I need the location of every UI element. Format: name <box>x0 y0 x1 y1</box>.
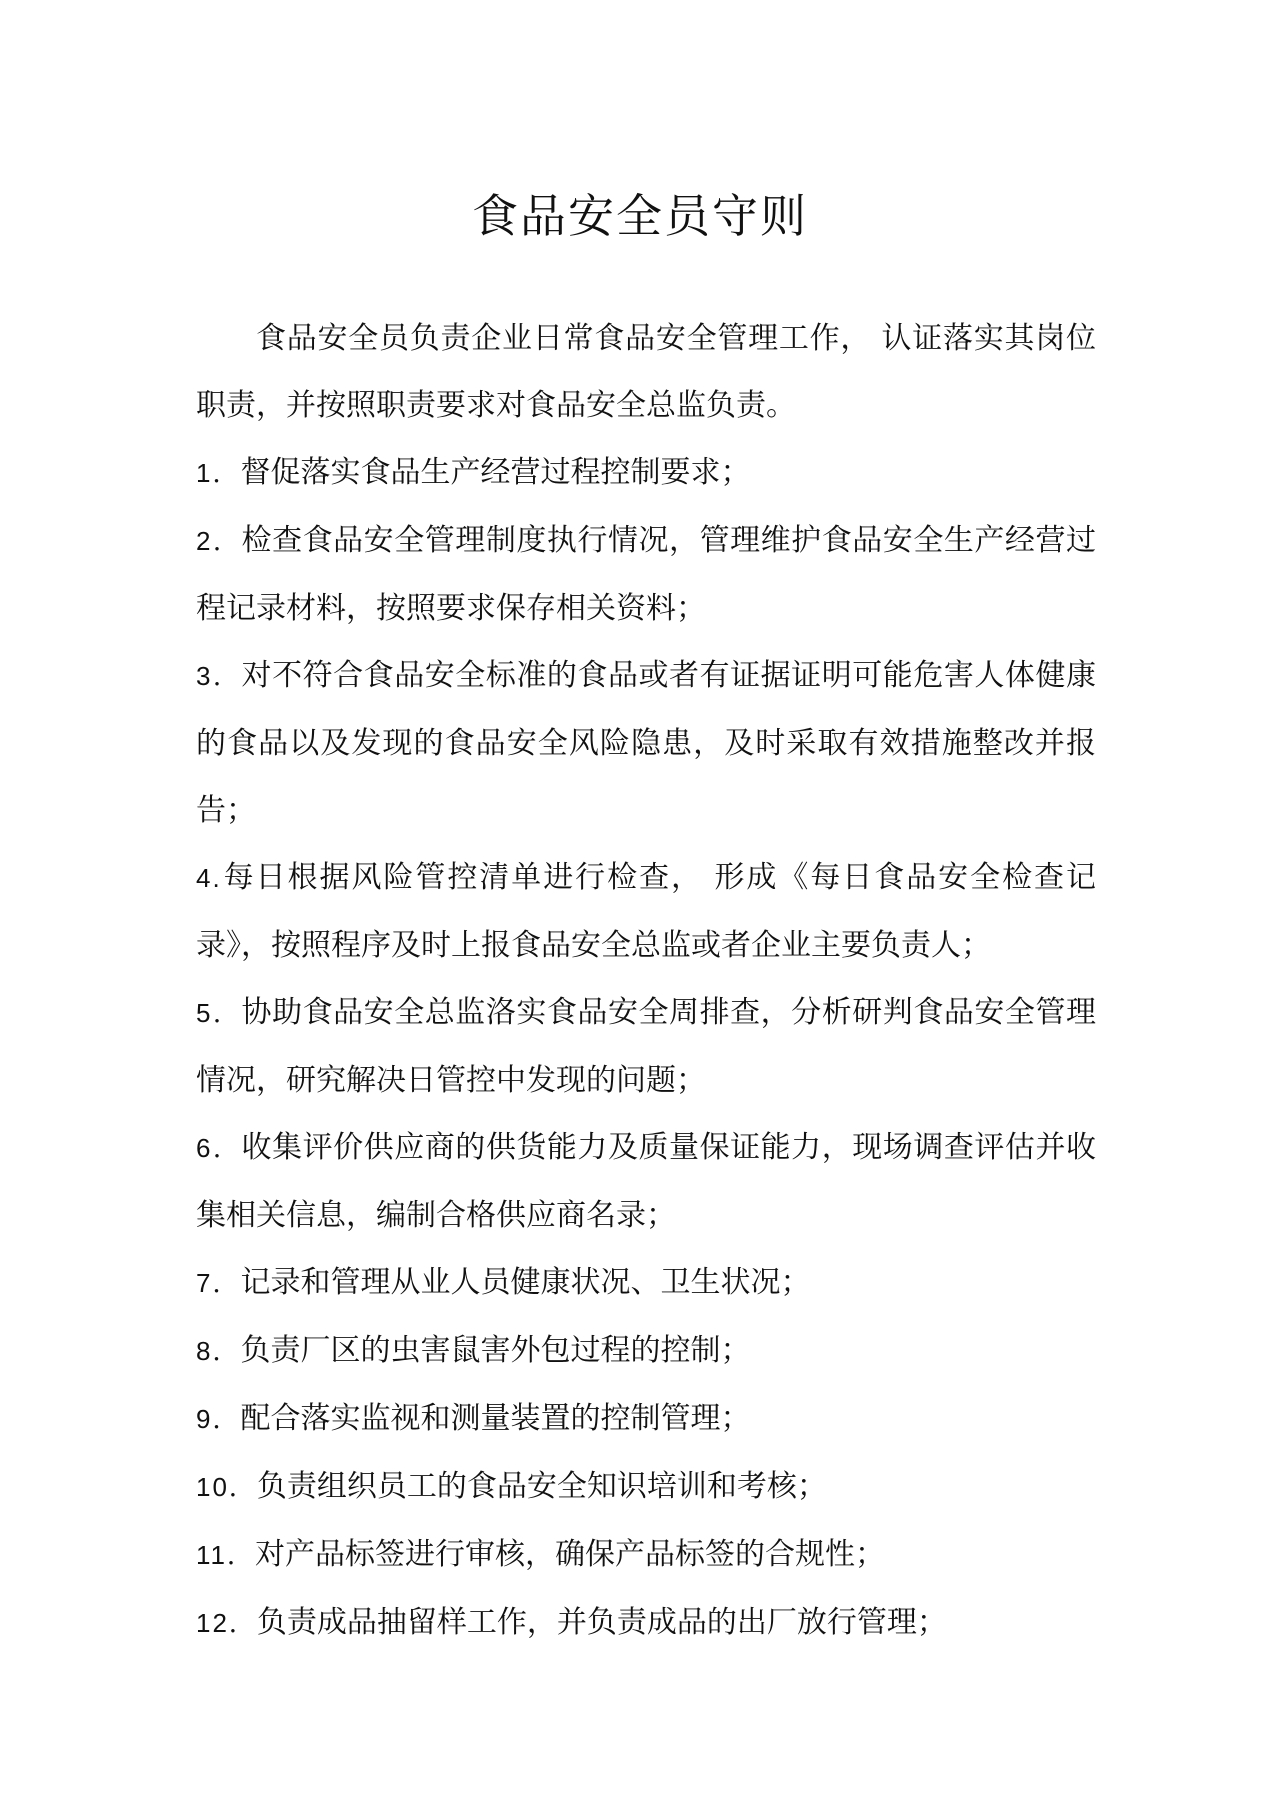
list-item-9 <box>196 1385 1096 1453</box>
list-item-number: 6． <box>196 1133 242 1163</box>
list-item-text: 每日根据风险管控清单进行检查， 形成《每日食品安全检查记录》，按照程序及时上报食品安全总监或者企业主要负责人； <box>196 860 1096 963</box>
list-item-text: 对不符合食品安全标准的食品或者有证据证明可能危害人体健康的食品以及发现的食品安全风险隐患，及时采取有效措施整改并报告； <box>196 658 1096 828</box>
list-item-text: 负责厂区的虫害鼠害外包过程的控制； <box>240 1333 751 1368</box>
list-item-text: 对产品标签进行审核，确保产品标签的合规性； <box>255 1537 885 1572</box>
list-item-number: 9． <box>196 1404 241 1434</box>
list-item-10 <box>196 1453 1096 1521</box>
list-item-text: 协助食品安全总监洛实食品安全周排查，分析研判食品安全管理情况，研究解决日管控中发现的问题； <box>196 995 1096 1098</box>
list-item-8 <box>196 1317 1096 1385</box>
list-item-text: 督促落实食品生产经营过程控制要求； <box>240 455 751 490</box>
list-item-text: 负责组织员工的食品安全知识培训和考核； <box>256 1469 827 1504</box>
list-item-number: 3． <box>196 661 242 691</box>
list-item-number: 8． <box>196 1336 241 1366</box>
list-item-1 <box>196 439 1096 507</box>
list-item-text: 配合落实监视和测量装置的控制管理； <box>240 1401 751 1436</box>
list-item-number: 11． <box>196 1540 255 1570</box>
list-item-number: 5． <box>196 998 242 1028</box>
list-item-number: 4. <box>196 863 222 893</box>
document-body <box>196 305 1096 1657</box>
list-item-11 <box>196 1521 1096 1589</box>
list-item-7 <box>196 1249 1096 1317</box>
list-item-number: 7． <box>196 1268 241 1298</box>
list-item-number: 12． <box>196 1608 257 1638</box>
list-item-number: 10． <box>196 1472 257 1502</box>
intro-paragraph: 食品安全员负责企业日常食品安全管理工作， 认证落实其岗位职责，并按照职责要求对食品安全总监负责。 <box>196 321 1096 423</box>
list-item-text: 负责成品抽留样工作，并负责成品的出厂放行管理； <box>256 1605 947 1640</box>
list-item-text: 检查食品安全管理制度执行情况，管理维护食品安全生产经营过程记录材料，按照要求保存相关资料； <box>196 523 1096 626</box>
list-item-2 <box>196 507 1096 642</box>
list-item-3 <box>196 642 1096 844</box>
list-item-number: 1． <box>196 458 241 488</box>
list-item-text: 记录和管理从业人员健康状况、卫生状况； <box>240 1265 811 1300</box>
list-item-12 <box>196 1589 1096 1657</box>
document-title: 食品安全员守则 <box>472 189 808 243</box>
list-item-5 <box>196 979 1096 1114</box>
list-item-4 <box>196 844 1096 979</box>
list-item-number: 2． <box>196 526 242 556</box>
list-item-text: 收集评价供应商的供货能力及质量保证能力，现场调查评估并收集相关信息，编制合格供应商名录； <box>196 1130 1096 1233</box>
list-item-6 <box>196 1114 1096 1249</box>
